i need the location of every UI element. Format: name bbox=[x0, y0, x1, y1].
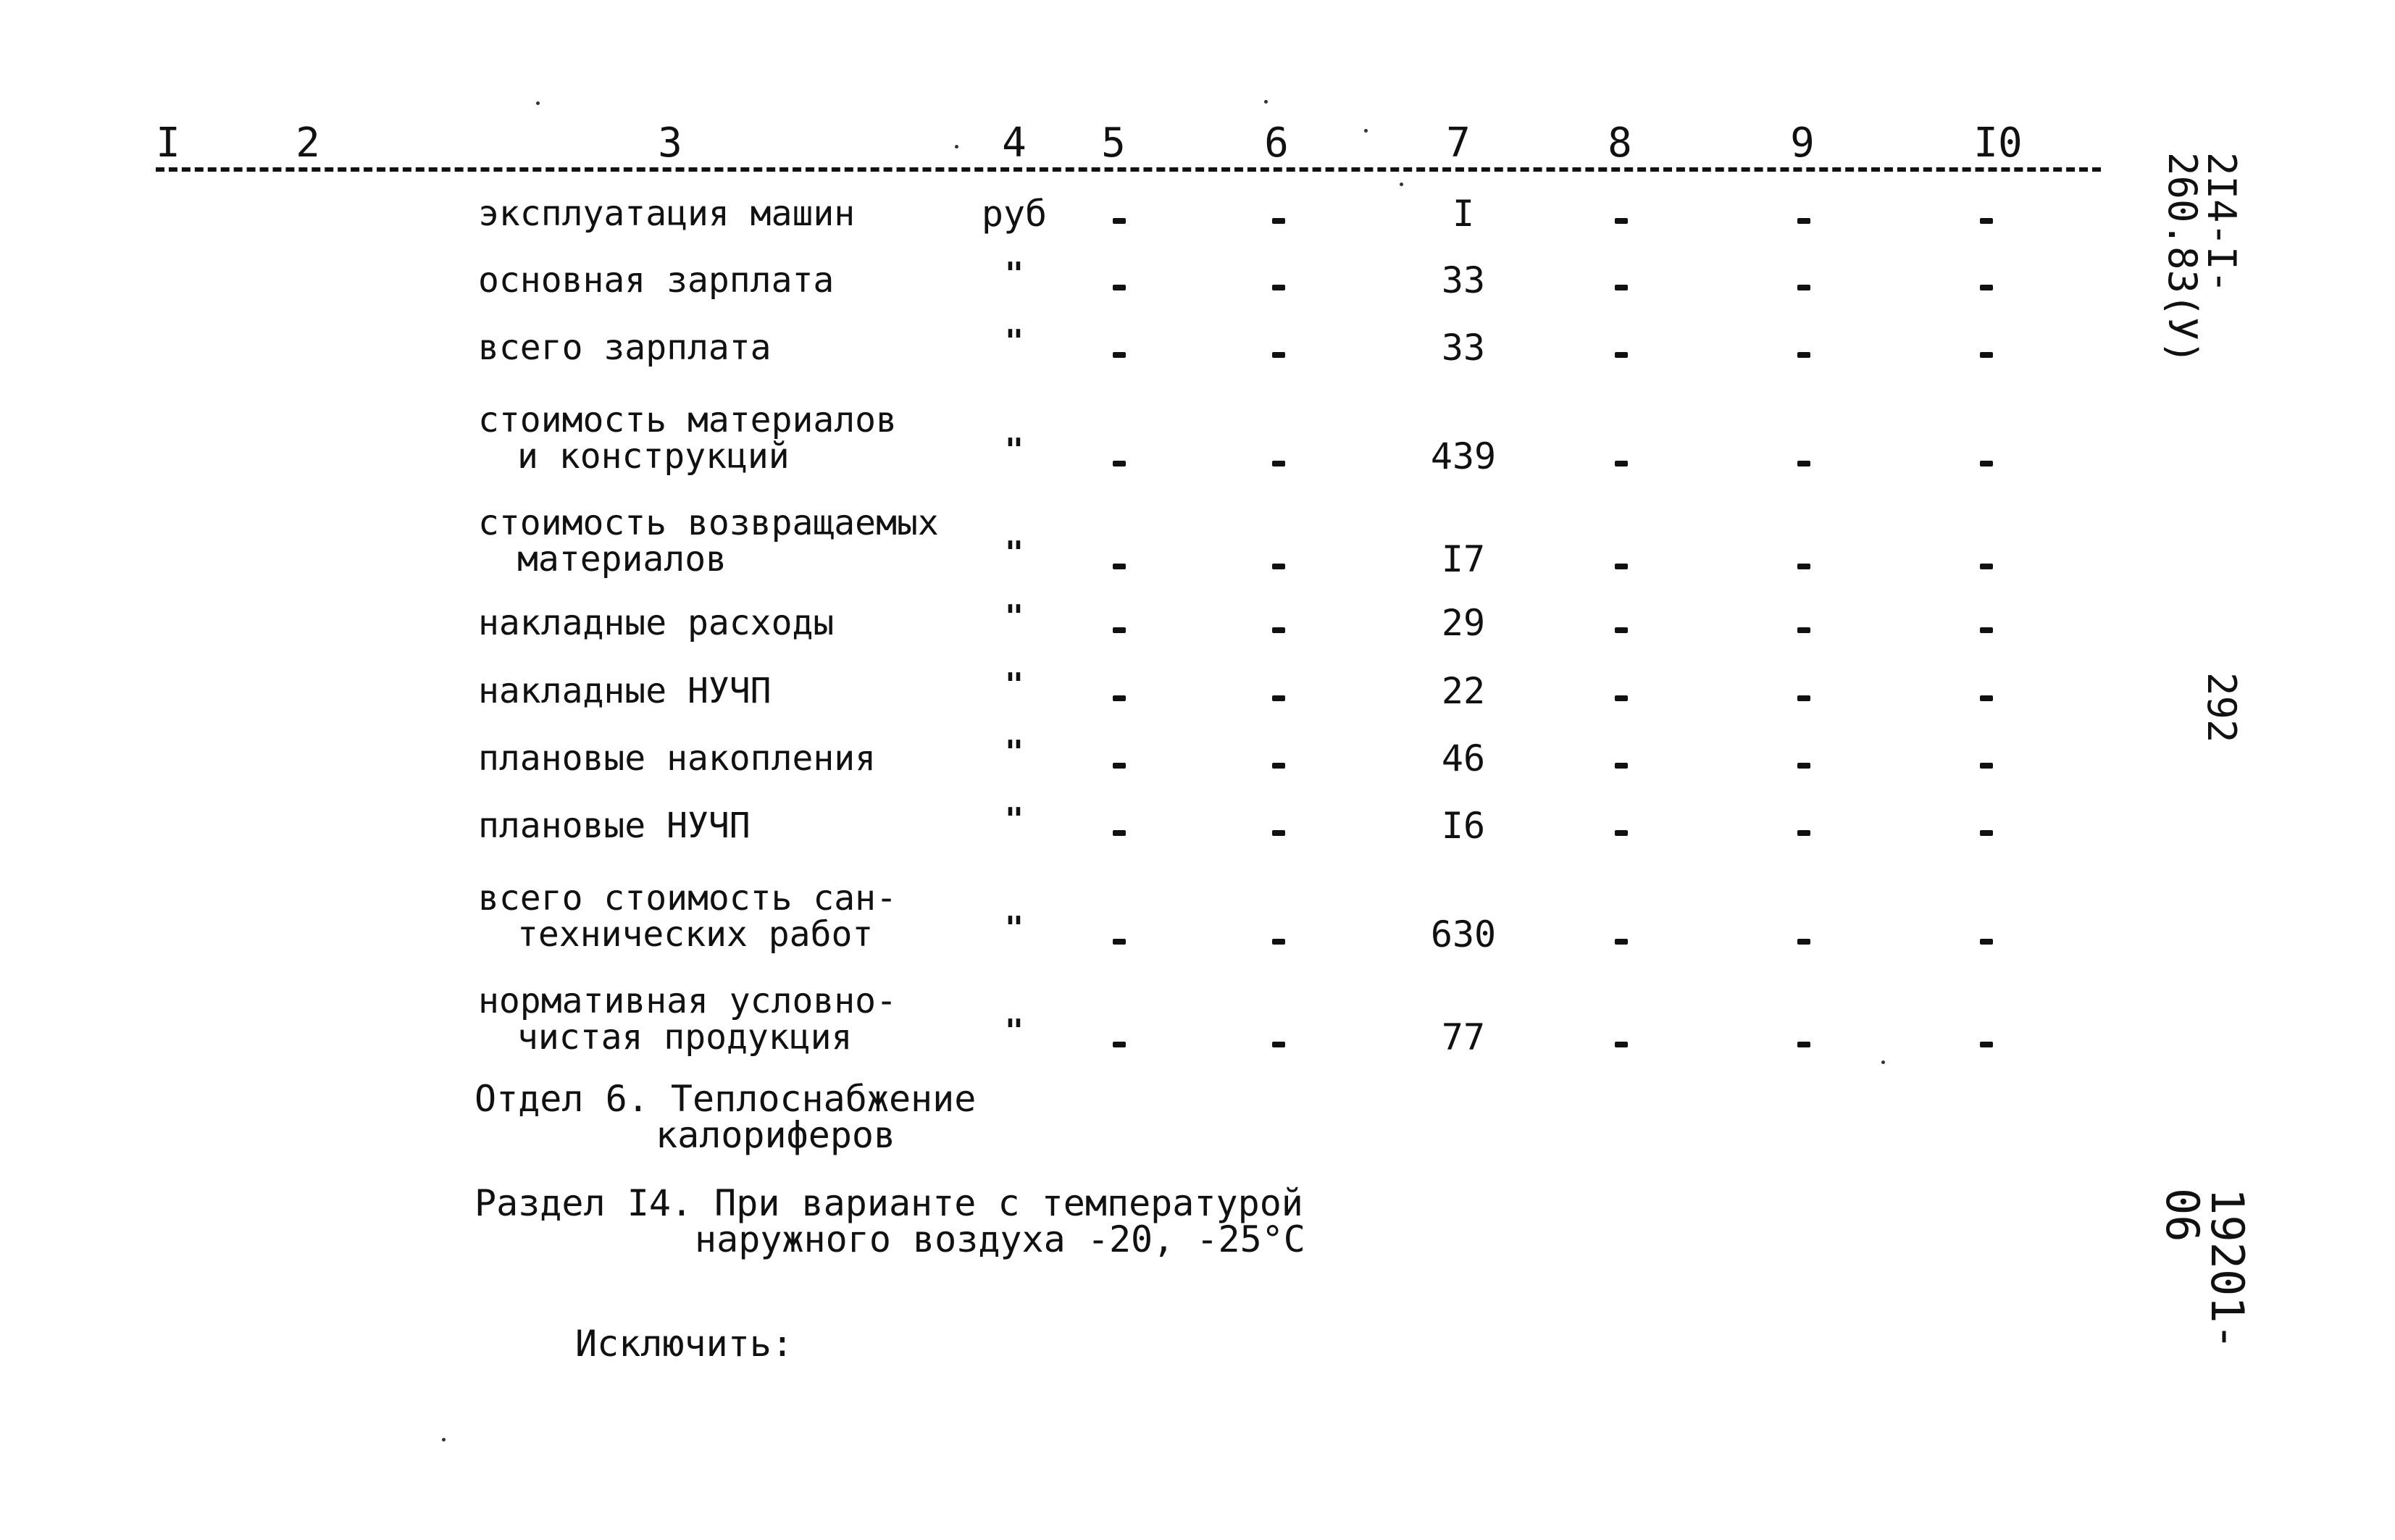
dash-cell bbox=[1113, 830, 1126, 836]
column-header-10: I0 bbox=[1973, 120, 2023, 167]
dash-cell bbox=[1113, 461, 1126, 466]
column-header-8: 8 bbox=[1608, 120, 1632, 167]
row-label-line: стоимость материалов bbox=[478, 400, 897, 440]
scan-speck bbox=[442, 1438, 446, 1441]
row-label-line: основная зарплата bbox=[478, 260, 835, 301]
dash-cell bbox=[1980, 218, 1993, 224]
section-line-2: наружного воздуха -20, -25°С bbox=[695, 1218, 1305, 1260]
row-label-line: чистая продукция bbox=[517, 1017, 853, 1058]
column-header-6: 6 bbox=[1264, 120, 1289, 167]
section-heading bbox=[475, 1182, 1305, 1260]
unit-cell: " bbox=[1004, 323, 1024, 360]
dash-cell bbox=[1615, 461, 1628, 466]
unit-cell: " bbox=[1004, 535, 1024, 572]
dash-cell bbox=[1615, 695, 1628, 701]
row-label-line: стоимость возвращаемых bbox=[478, 503, 939, 543]
dash-cell bbox=[1980, 285, 1993, 290]
unit-cell: " bbox=[1004, 1013, 1024, 1050]
value-cell: I7 bbox=[1441, 538, 1486, 580]
dash-cell bbox=[1797, 830, 1810, 836]
dash-cell bbox=[1272, 627, 1285, 633]
dash-cell bbox=[1615, 218, 1628, 224]
unit-cell: " bbox=[1004, 734, 1024, 771]
row-label-line: нормативная условно- bbox=[478, 981, 897, 1021]
row-label bbox=[478, 400, 897, 477]
unit-cell: " bbox=[1004, 910, 1024, 947]
column-header-5: 5 bbox=[1101, 120, 1126, 167]
dash-cell bbox=[1797, 218, 1810, 224]
value-cell: 29 bbox=[1441, 602, 1486, 644]
value-cell: 630 bbox=[1430, 913, 1497, 955]
row-label-line: накладные НУЧП bbox=[478, 671, 772, 711]
dash-cell bbox=[1272, 285, 1285, 290]
row-label-line: плановые накопления bbox=[478, 738, 877, 779]
dash-cell bbox=[1615, 1042, 1628, 1047]
scan-speck bbox=[1364, 129, 1368, 133]
row-label-line: технических работ bbox=[517, 914, 874, 955]
row-label-line: и конструкций bbox=[517, 436, 790, 477]
section-line-1: Раздел I4. При варианте с температурой bbox=[475, 1182, 1303, 1224]
dash-cell bbox=[1980, 939, 1993, 945]
row-label bbox=[478, 605, 834, 641]
row-label bbox=[478, 805, 751, 846]
row-label-line: плановые НУЧП bbox=[478, 805, 751, 846]
dash-cell bbox=[1980, 352, 1993, 358]
column-header-7: 7 bbox=[1446, 120, 1471, 167]
row-label bbox=[478, 505, 939, 577]
dash-cell bbox=[1113, 939, 1126, 945]
archive-number: 19201-06 bbox=[2156, 1188, 2254, 1350]
department-line-2: калориферов bbox=[656, 1114, 896, 1156]
dash-cell bbox=[1980, 695, 1993, 701]
value-cell: I bbox=[1452, 193, 1475, 235]
scan-speck bbox=[1400, 183, 1403, 186]
scan-speck bbox=[1881, 1060, 1885, 1064]
row-label-line: материалов bbox=[517, 539, 727, 579]
header-rule bbox=[156, 167, 2101, 172]
dash-cell bbox=[1272, 564, 1285, 569]
dash-cell bbox=[1615, 564, 1628, 569]
dash-cell bbox=[1980, 763, 1993, 769]
page-number: 292 bbox=[2199, 672, 2244, 743]
dash-cell bbox=[1113, 695, 1126, 701]
unit-cell: руб bbox=[981, 193, 1048, 235]
dash-cell bbox=[1272, 763, 1285, 769]
value-cell: 33 bbox=[1441, 327, 1486, 369]
row-label bbox=[478, 880, 897, 953]
unit-cell: " bbox=[1004, 598, 1024, 635]
dash-cell bbox=[1797, 352, 1810, 358]
row-label bbox=[478, 260, 835, 301]
column-header-9: 9 bbox=[1790, 120, 1815, 167]
dash-cell bbox=[1113, 218, 1126, 224]
row-label bbox=[478, 193, 856, 234]
dash-cell bbox=[1797, 564, 1810, 569]
dash-cell bbox=[1272, 218, 1285, 224]
column-header-3: 3 bbox=[658, 120, 682, 167]
dash-cell bbox=[1272, 461, 1285, 466]
column-header-4: 4 bbox=[1002, 120, 1027, 167]
row-label-line: накладные расходы bbox=[478, 603, 835, 643]
dash-cell bbox=[1615, 352, 1628, 358]
exclude-label: Исключить: bbox=[575, 1323, 794, 1365]
dash-cell bbox=[1113, 564, 1126, 569]
dash-cell bbox=[1615, 627, 1628, 633]
dash-cell bbox=[1797, 285, 1810, 290]
value-cell: 46 bbox=[1441, 737, 1486, 779]
unit-cell: " bbox=[1004, 801, 1024, 838]
dash-cell bbox=[1272, 695, 1285, 701]
value-cell: 439 bbox=[1430, 435, 1497, 477]
document-code: 2I4-I-260.83(У) bbox=[2160, 152, 2244, 364]
department-line-1: Отдел 6. Теплоснабжение bbox=[475, 1078, 977, 1120]
row-label bbox=[478, 327, 772, 368]
dash-cell bbox=[1980, 830, 1993, 836]
dash-cell bbox=[1797, 461, 1810, 466]
value-cell: 77 bbox=[1441, 1016, 1486, 1058]
dash-cell bbox=[1980, 627, 1993, 633]
scan-speck bbox=[1264, 100, 1268, 104]
dash-cell bbox=[1113, 352, 1126, 358]
dash-cell bbox=[1113, 1042, 1126, 1047]
unit-cell: " bbox=[1004, 432, 1024, 469]
dash-cell bbox=[1272, 830, 1285, 836]
dash-cell bbox=[1615, 939, 1628, 945]
row-label-line: всего зарплата bbox=[478, 327, 772, 368]
dash-cell bbox=[1797, 1042, 1810, 1047]
unit-cell: " bbox=[1004, 256, 1024, 293]
row-label bbox=[478, 981, 897, 1058]
column-header-1: I bbox=[156, 120, 180, 167]
dash-cell bbox=[1113, 627, 1126, 633]
value-cell: 33 bbox=[1441, 259, 1486, 301]
dash-cell bbox=[1272, 352, 1285, 358]
dash-cell bbox=[1797, 627, 1810, 633]
unit-cell: " bbox=[1004, 666, 1024, 703]
scan-speck bbox=[536, 101, 540, 105]
dash-cell bbox=[1113, 763, 1126, 769]
dash-cell bbox=[1980, 564, 1993, 569]
dash-cell bbox=[1980, 1042, 1993, 1047]
dash-cell bbox=[1980, 461, 1993, 466]
row-label bbox=[478, 740, 876, 777]
dash-cell bbox=[1272, 1042, 1285, 1047]
scan-speck bbox=[955, 145, 958, 148]
row-label-line: эксплуатация машин bbox=[478, 193, 856, 234]
dash-cell bbox=[1272, 939, 1285, 945]
dash-cell bbox=[1797, 695, 1810, 701]
dash-cell bbox=[1797, 939, 1810, 945]
value-cell: I6 bbox=[1441, 805, 1486, 847]
dash-cell bbox=[1615, 763, 1628, 769]
dash-cell bbox=[1113, 285, 1126, 290]
department-heading bbox=[475, 1078, 977, 1156]
column-header-2: 2 bbox=[296, 120, 320, 167]
value-cell: 22 bbox=[1441, 670, 1486, 712]
dash-cell bbox=[1615, 830, 1628, 836]
dash-cell bbox=[1615, 285, 1628, 290]
dash-cell bbox=[1797, 763, 1810, 769]
row-label-line: всего стоимость сан- bbox=[478, 878, 897, 918]
row-label bbox=[478, 673, 772, 709]
